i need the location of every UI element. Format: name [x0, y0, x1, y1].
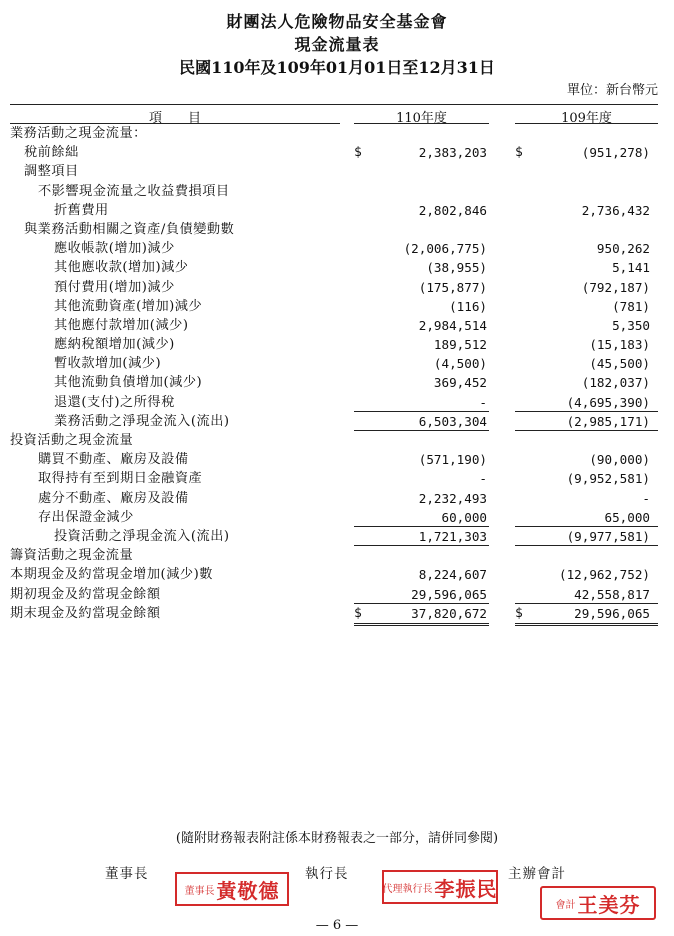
row-label: 應納稅額增加(減少) [54, 337, 175, 353]
row-label: 稅前餘絀 [24, 145, 79, 161]
value-current: (571,190) [418, 452, 487, 468]
value-prior: 65,000 [604, 509, 650, 525]
table-row [0, 220, 674, 239]
table-row [0, 182, 674, 201]
value-current: (175,877) [418, 279, 487, 295]
currency-unit: 單位：新台幣元 [566, 83, 658, 98]
row-label: 應收帳款(增加)減少 [54, 241, 175, 257]
org-name: 財團法人危險物品安全基金會 [226, 12, 448, 31]
value-current: 37,820,672 [411, 605, 487, 621]
row-label: 投資活動之現金流量 [10, 433, 134, 448]
statement-table [0, 124, 674, 623]
table-row [0, 201, 674, 220]
value-prior: (951,278) [581, 145, 650, 161]
row-label: 預付費用(增加)減少 [54, 279, 175, 295]
table-row [0, 431, 674, 450]
table-row [0, 565, 674, 584]
seal-title: 董事長 [184, 885, 215, 897]
seal-title: 會計 [555, 899, 576, 911]
table-row [0, 469, 674, 488]
currency-symbol: $ [354, 145, 362, 161]
row-label: 業務活動之淨現金流入(流出) [54, 413, 230, 429]
table-row [0, 546, 674, 565]
table-row [0, 297, 674, 316]
table-row [0, 162, 674, 181]
table-row [0, 258, 674, 277]
row-label: 本期現金及約當現金增加(減少)數 [10, 567, 213, 583]
value-current: (116) [449, 298, 487, 314]
value-prior: 5,350 [612, 317, 650, 333]
header-year-prior: 109年度 [561, 111, 612, 126]
value-prior: (182,037) [581, 375, 650, 391]
table-row [0, 239, 674, 258]
value-prior: (90,000) [589, 452, 650, 468]
value-prior: 5,141 [612, 260, 650, 276]
row-label: 籌資活動之現金流量 [10, 548, 134, 564]
row-label: 不影響現金流量之收益費損項目 [38, 183, 230, 199]
value-current: 2,802,846 [418, 202, 487, 218]
value-current: 2,984,514 [418, 317, 487, 333]
table-row [0, 508, 674, 527]
table-row [0, 393, 674, 412]
value-current: - [479, 471, 487, 487]
value-current: 189,512 [433, 337, 487, 353]
chairman-seal [175, 872, 289, 906]
table-row [0, 354, 674, 373]
seal-name: 李振民 [434, 876, 498, 901]
accountant-label: 主辦會計 [508, 866, 566, 882]
accountant-seal [540, 886, 656, 920]
row-label: 折舊費用 [54, 202, 109, 218]
value-prior: 42,558,817 [574, 586, 650, 602]
row-label: 調整項目 [24, 164, 79, 180]
row-label: 業務活動之現金流量： [10, 126, 147, 141]
value-prior: - [642, 490, 650, 506]
footnote: (隨附財務報表附註係本財務報表之一部分，請併同參閱) [175, 831, 499, 846]
table-row [0, 316, 674, 335]
row-label: 其他流動負債增加(減少) [54, 375, 203, 391]
table-row [0, 278, 674, 297]
value-prior: (12,962,752) [559, 567, 650, 583]
chairman-label: 董事長 [105, 866, 149, 882]
currency-symbol: $ [515, 145, 523, 161]
value-prior: 2,736,432 [581, 202, 650, 218]
table-row [0, 585, 674, 604]
value-current: (38,955) [426, 260, 487, 276]
grand-total-double-rule [515, 623, 658, 626]
table-row [0, 450, 674, 469]
row-label: 其他應收款(增加)減少 [54, 260, 189, 276]
row-label: 取得持有至到期日金融資產 [38, 471, 203, 487]
row-label: 存出保證金減少 [38, 509, 134, 525]
value-prior: (45,500) [589, 356, 650, 372]
row-label: 其他應付款增加(減少) [54, 317, 189, 333]
seal-title: 代理執行長 [382, 883, 433, 895]
header-year-current: 110年度 [396, 111, 447, 126]
header-top-rule [10, 104, 658, 105]
period: 民國110年及109年01月01日至12月31日 [179, 58, 495, 77]
ceo-seal [382, 870, 498, 904]
value-current: - [479, 394, 487, 410]
grand-total-double-rule [354, 623, 489, 626]
table-row [0, 412, 674, 431]
value-prior: (2,985,171) [566, 413, 650, 429]
value-current: 2,232,493 [418, 490, 487, 506]
value-current: (2,006,775) [403, 241, 487, 257]
row-label: 處分不動產、廠房及設備 [38, 490, 189, 506]
table-row [0, 124, 674, 143]
table-row [0, 489, 674, 508]
row-label: 期末現金及約當現金餘額 [10, 605, 161, 621]
value-current: 60,000 [441, 509, 487, 525]
value-prior: 29,596,065 [574, 605, 650, 621]
value-current: 1,721,303 [418, 528, 487, 544]
header-item: 項 目 [148, 111, 201, 126]
row-label: 暫收款增加(減少) [54, 356, 162, 372]
seal-name: 黃敬德 [216, 878, 280, 903]
value-current: 8,224,607 [418, 567, 487, 583]
value-prior: (9,977,581) [566, 528, 650, 544]
value-prior: (792,187) [581, 279, 650, 295]
value-prior: (15,183) [589, 337, 650, 353]
row-label: 退還(支付)之所得稅 [54, 394, 175, 410]
value-current: 2,383,203 [418, 145, 487, 161]
row-label: 期初現金及約當現金餘額 [10, 586, 161, 602]
currency-symbol: $ [515, 605, 523, 621]
row-label: 其他流動資產(增加)減少 [54, 298, 203, 314]
table-row [0, 527, 674, 546]
table-row [0, 335, 674, 354]
row-label: 購買不動產、廠房及設備 [38, 452, 189, 468]
currency-symbol: $ [354, 605, 362, 621]
ceo-label: 執行長 [305, 866, 349, 882]
value-current: (4,500) [433, 356, 487, 372]
value-prior: (9,952,581) [566, 471, 650, 487]
value-current: 6,503,304 [418, 413, 487, 429]
table-row [0, 143, 674, 162]
value-current: 29,596,065 [411, 586, 487, 602]
row-label: 投資活動之淨現金流入(流出) [54, 528, 230, 544]
value-prior: 950,262 [596, 241, 650, 257]
table-row [0, 604, 674, 623]
value-current: 369,452 [433, 375, 487, 391]
table-row [0, 373, 674, 392]
page-number: — 6 — [315, 918, 359, 933]
value-prior: (781) [612, 298, 650, 314]
row-label: 與業務活動相關之資產/負債變動數 [24, 221, 235, 237]
value-prior: (4,695,390) [566, 394, 650, 410]
seal-name: 王美芬 [577, 892, 641, 917]
statement-title: 現金流量表 [294, 35, 380, 54]
